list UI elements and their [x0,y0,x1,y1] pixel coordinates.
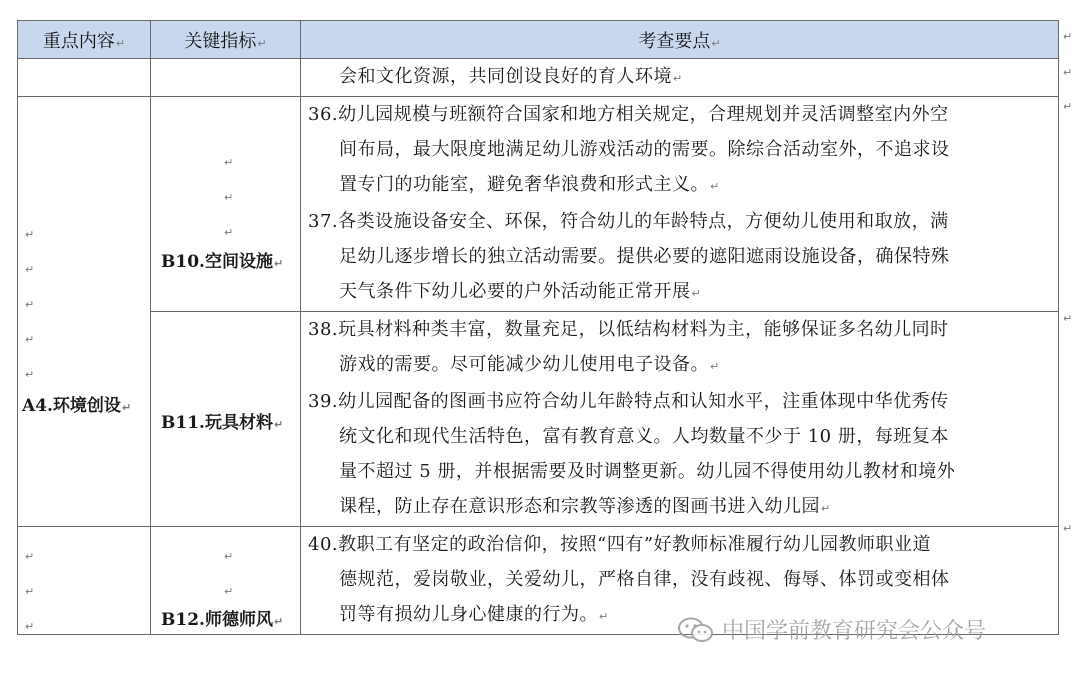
b11-label: B11.玩具材料↵ [161,413,284,433]
item-38: 38.玩具材料种类丰富，数量充足，以低结构材料为主，能够保证多名幼儿同时 [308,319,949,340]
b12-label: B12.师德师风↵ [161,610,284,630]
table-row [18,97,1059,312]
item-36: 36.幼儿园规模与班额符合国家和地方相关规定，合理规划并灵活调整室内外空 [308,104,949,125]
wechat-icon [676,616,716,644]
criteria-table [17,20,1059,635]
cell-b12: ↵ ↵ B12.师德师风↵ [151,527,301,635]
table-row [18,59,1059,97]
row-end-mark: ↵ [1063,66,1073,79]
cell-b12-points: 40.教职工有坚定的政治信仰，按照“四有”好教师标准履行幼儿园教师职业道 德规范，爱岗敬业，关爱幼儿，严格自律，没有歧视、侮辱、体罚或变相体 罚等有损幼儿身心健康的行为。↵ [301,527,1059,635]
header-row [18,21,1059,59]
cell-b11 [151,312,301,527]
table-row [18,312,1059,527]
cell-text: 会和文化资源，共同创设良好的育人环境↵ [301,59,1059,97]
cell-empty-a: ↵ ↵ ↵ [18,527,151,635]
row-end-mark: ↵ [1063,522,1073,535]
a4-label: A4.环境创设↵ [22,396,132,416]
cell-b11-points: 38.玩具材料种类丰富，数量充足，以低结构材料为主，能够保证多名幼儿同时 游戏的需要。尽可能减少幼儿使用电子设备。↵ 39.幼儿园配备的图画书应符合幼儿年龄特点和认知水平，注重体现中华优秀传 统文化和现代生活特色，富有教育意义。人均数量不少于 10 册，每班复本 量不超过 5 册，并根据需要及时调整更新。幼儿园不得使用幼儿教材和境外 课程，防止存在意识形态和宗教等渗透的图画书进入幼儿园↵ [301,312,1059,527]
row-end-mark: ↵ [1063,100,1073,113]
cell-b10-points: 36.幼儿园规模与班额符合国家和地方相关规定，合理规划并灵活调整室内外空 间布局，最大限度地满足幼儿游戏活动的需要。除综合活动室外，不追求设 置专门的功能室，避免奢华浪费和形式主义。↵ 37.各类设施设备安全、环保，符合幼儿的年龄特点，方便幼儿使用和取放，满 足幼儿逐步增长的独立活动需要。提供必要的遮阳遮雨设施设备，确保特殊 天气条件下幼儿必要的户外活动能正常开展↵ [301,97,1059,312]
cell-b10: ↵ ↵ ↵ B10.空间设施↵ [151,97,301,312]
item-39: 39.幼儿园配备的图画书应符合幼儿年龄特点和认知水平，注重体现中华优秀传 [308,391,949,412]
cell-empty [151,59,301,97]
cell-empty [18,59,151,97]
b10-label: B10.空间设施↵ [161,252,284,272]
row-end-mark: ↵ [1063,312,1073,325]
header-check-points: 考查要点↵ [301,21,1059,59]
header-key-content: 重点内容↵ [18,21,151,59]
item-40: 40.教职工有坚定的政治信仰，按照“四有”好教师标准履行幼儿园教师职业道 [308,534,932,555]
item-37: 37.各类设施设备安全、环保，符合幼儿的年龄特点，方便幼儿使用和取放，满 [308,211,949,232]
watermark [676,614,986,645]
header-key-indicator: 关键指标↵ [151,21,301,59]
cell-a4: ↵ ↵ ↵ ↵ ↵ A4.环境创设↵ [18,97,151,527]
watermark-text: 中国学前教育研究会公众号 [722,619,987,644]
row-end-mark: ↵ [1063,30,1073,43]
